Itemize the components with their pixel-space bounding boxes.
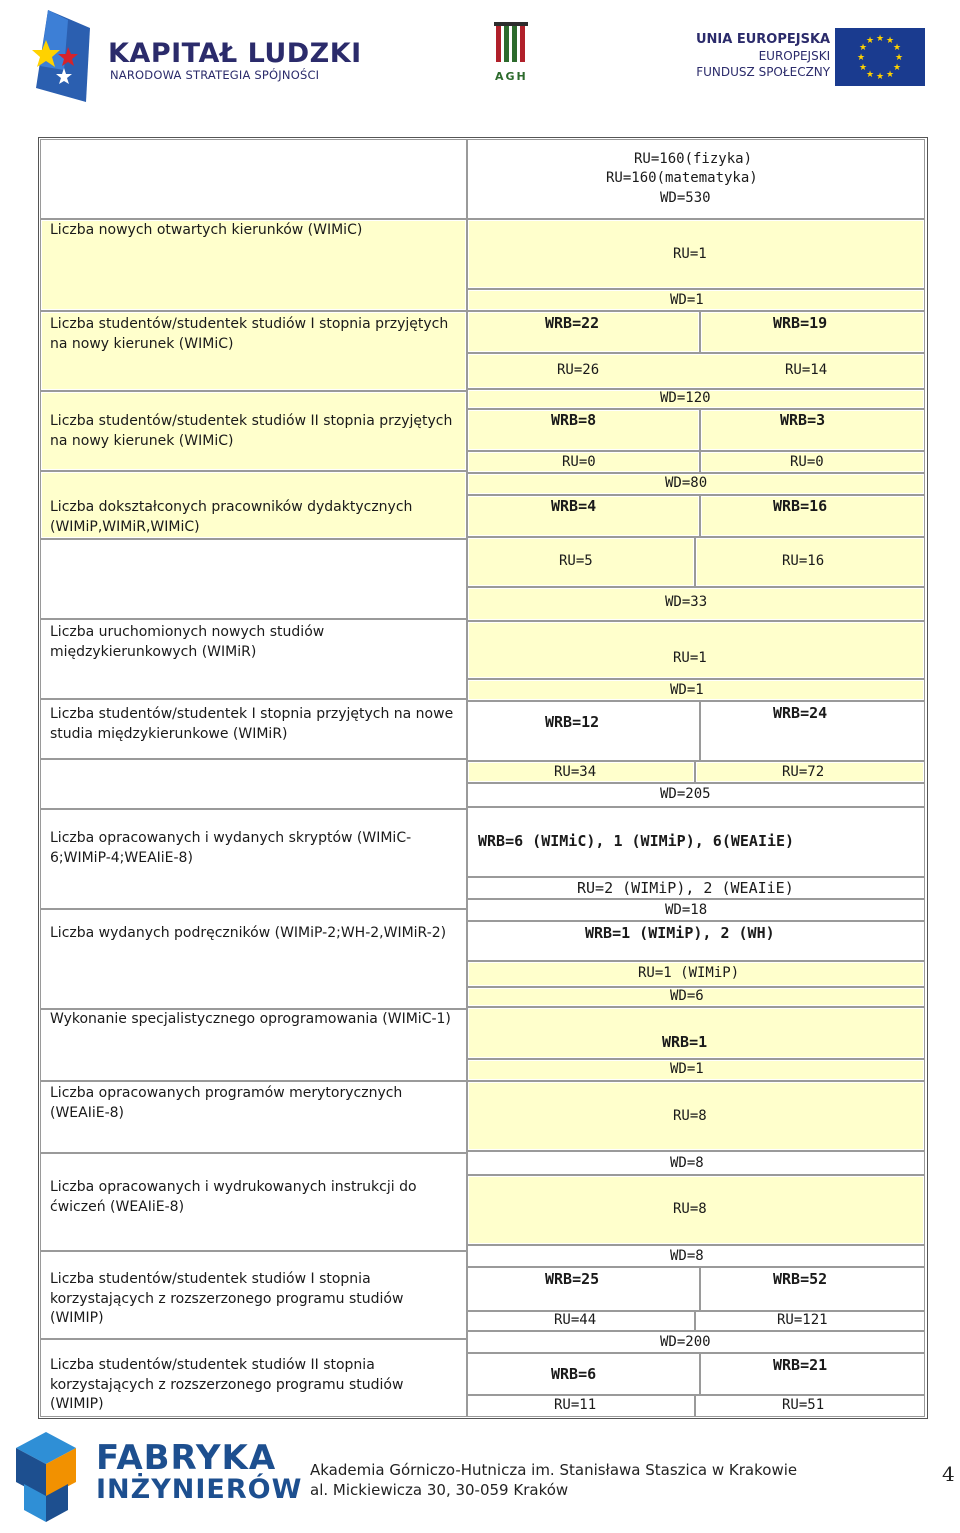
value-text: WD=200 bbox=[660, 1334, 711, 1350]
fabryka-subtitle: INŻYNIERÓW bbox=[96, 1474, 303, 1505]
value-text: WRB=52 bbox=[773, 1270, 828, 1288]
svg-text:★: ★ bbox=[885, 70, 895, 80]
row-label: Liczba studentów/studentek I stopnia przyjętych na nowe studia międzykierunkowe (WIMiR) bbox=[50, 706, 454, 742]
value-text: RU=44 bbox=[554, 1312, 597, 1328]
value-text: RU=0 bbox=[790, 454, 824, 470]
value-text: RU=8 bbox=[673, 1201, 707, 1217]
eu-flag-icon bbox=[835, 28, 925, 86]
svg-text:★: ★ bbox=[892, 43, 902, 53]
svg-text:★: ★ bbox=[875, 72, 885, 82]
value-text: WRB=1 (WIMiP), 2 (WH) bbox=[585, 924, 775, 942]
table-cell bbox=[467, 353, 925, 389]
value-text: RU=8 bbox=[673, 1108, 707, 1124]
value-text: WD=8 bbox=[670, 1155, 704, 1171]
value-text: RU=1 bbox=[673, 650, 707, 666]
value-text: WD=530 bbox=[660, 190, 711, 206]
row-label: Liczba studentów/studentek studiów II stopnia przyjętych na nowy kierunek (WIMiC) bbox=[50, 413, 453, 449]
row-label: Liczba nowych otwartych kierunków (WIMiC) bbox=[50, 222, 363, 238]
value-text: RU=72 bbox=[782, 764, 825, 780]
fabryka-cube-icon bbox=[6, 1418, 86, 1526]
value-text: RU=1 (WIMiP) bbox=[638, 965, 740, 981]
value-text: WRB=1 bbox=[662, 1033, 708, 1051]
kapital-ludzki-flag-icon bbox=[28, 10, 90, 102]
value-text: WD=1 bbox=[670, 1061, 704, 1077]
row-label: Liczba studentów/studentek studiów I stopnia korzystających z rozszerzonego programu studiów (WIMIP) bbox=[50, 1271, 404, 1326]
svg-text:★: ★ bbox=[885, 36, 895, 46]
value-text: RU=1 bbox=[673, 246, 707, 262]
kapital-ludzki-title: KAPITAŁ LUDZKI bbox=[108, 38, 362, 69]
row-label: Liczba dokształconych pracowników dydaktycznych (WIMiP,WIMiR,WIMiC) bbox=[50, 499, 413, 535]
ue-line-2: EUROPEJSKI bbox=[758, 49, 831, 63]
value-text: RU=51 bbox=[782, 1397, 825, 1413]
value-text: RU=34 bbox=[554, 764, 597, 780]
row-label: Liczba wydanych podręczników (WIMiP-2;WH-2,WIMiR-2) bbox=[50, 925, 447, 941]
value-text: WRB=6 bbox=[551, 1365, 597, 1383]
value-text: RU=0 bbox=[562, 454, 596, 470]
svg-text:★: ★ bbox=[865, 70, 875, 80]
value-text: RU=160(matematyka) bbox=[606, 170, 758, 186]
ue-line-1: UNIA EUROPEJSKA bbox=[696, 32, 831, 47]
row-label: Liczba uruchomionych nowych studiów międzykierunkowych (WIMiR) bbox=[50, 624, 325, 660]
value-text: RU=14 bbox=[785, 362, 828, 378]
table-cell bbox=[40, 139, 467, 219]
address-line-1: Akademia Górniczo-Hutnicza im. Stanisława Staszica w Krakowie bbox=[310, 1461, 798, 1479]
address-line-2: al. Mickiewicza 30, 30-059 Kraków bbox=[310, 1481, 569, 1499]
table-cell bbox=[40, 539, 467, 619]
kapital-ludzki-subtitle: NARODOWA STRATEGIA SPÓJNOŚCI bbox=[110, 68, 320, 82]
value-text: WRB=8 bbox=[551, 411, 597, 429]
value-text: WRB=24 bbox=[773, 704, 828, 722]
row-label: Liczba opracowanych i wydanych skryptów (WIMiC-6;WIMiP-4;WEAIiE-8) bbox=[50, 830, 412, 866]
row-label: Liczba opracowanych i wydrukowanych instrukcji do ćwiczeń (WEAIiE-8) bbox=[50, 1179, 417, 1215]
value-text: WD=1 bbox=[670, 682, 704, 698]
value-text: WRB=21 bbox=[773, 1356, 828, 1374]
svg-text:★: ★ bbox=[892, 63, 902, 73]
value-text: WRB=4 bbox=[551, 497, 597, 515]
value-text: WD=205 bbox=[660, 786, 711, 802]
page-number: 4 bbox=[942, 1462, 955, 1486]
row-label: Liczba studentów/studentek studiów II stopnia korzystających z rozszerzonego programu studiów (WIMIP) bbox=[50, 1357, 404, 1412]
value-text: RU=26 bbox=[557, 362, 600, 378]
value-text: WD=6 bbox=[670, 988, 704, 1004]
row-label: Wykonanie specjalistycznego oprogramowania (WIMiC-1) bbox=[50, 1011, 451, 1027]
svg-text:★: ★ bbox=[858, 43, 868, 53]
table-cell bbox=[467, 701, 700, 761]
value-text: WRB=19 bbox=[773, 314, 828, 332]
value-text: WRB=3 bbox=[780, 411, 826, 429]
footer-address bbox=[310, 1460, 797, 1500]
value-text: WRB=12 bbox=[545, 713, 600, 731]
svg-text:★: ★ bbox=[856, 53, 866, 63]
value-text: WD=120 bbox=[660, 390, 711, 406]
value-text: WD=1 bbox=[670, 292, 704, 308]
value-text: RU=11 bbox=[554, 1397, 597, 1413]
fabryka-title: FABRYKA bbox=[96, 1438, 277, 1478]
value-text: WRB=6 (WIMiC), 1 (WIMiP), 6(WEAIiE) bbox=[478, 832, 795, 850]
value-text: RU=5 bbox=[559, 553, 593, 569]
row-label: Liczba opracowanych programów merytorycznych (WEAIiE-8) bbox=[50, 1085, 403, 1121]
value-text: RU=16 bbox=[782, 553, 825, 569]
agh-label: AGH bbox=[495, 70, 528, 83]
value-text: WD=33 bbox=[665, 594, 708, 610]
svg-text:★: ★ bbox=[858, 63, 868, 73]
value-text: WD=18 bbox=[665, 902, 708, 918]
value-text: RU=160(fizyka) bbox=[634, 151, 753, 167]
ue-line-3: FUNDUSZ SPOŁECZNY bbox=[696, 65, 831, 79]
value-text: WRB=16 bbox=[773, 497, 828, 515]
row-label: Liczba studentów/studentek studiów I stopnia przyjętych na nowy kierunek (WIMiC) bbox=[50, 316, 449, 352]
ue-text-block bbox=[696, 32, 830, 80]
value-text: WD=80 bbox=[665, 475, 708, 491]
value-text: WRB=25 bbox=[545, 1270, 600, 1288]
value-text: WRB=22 bbox=[545, 314, 600, 332]
value-text: RU=121 bbox=[777, 1312, 828, 1328]
svg-text:★: ★ bbox=[865, 36, 875, 46]
svg-text:★: ★ bbox=[875, 34, 885, 44]
table-cell bbox=[40, 759, 467, 809]
svg-text:★: ★ bbox=[894, 53, 904, 63]
value-text: WD=8 bbox=[670, 1248, 704, 1264]
value-text: RU=2 (WIMiP), 2 (WEAIiE) bbox=[577, 879, 794, 897]
